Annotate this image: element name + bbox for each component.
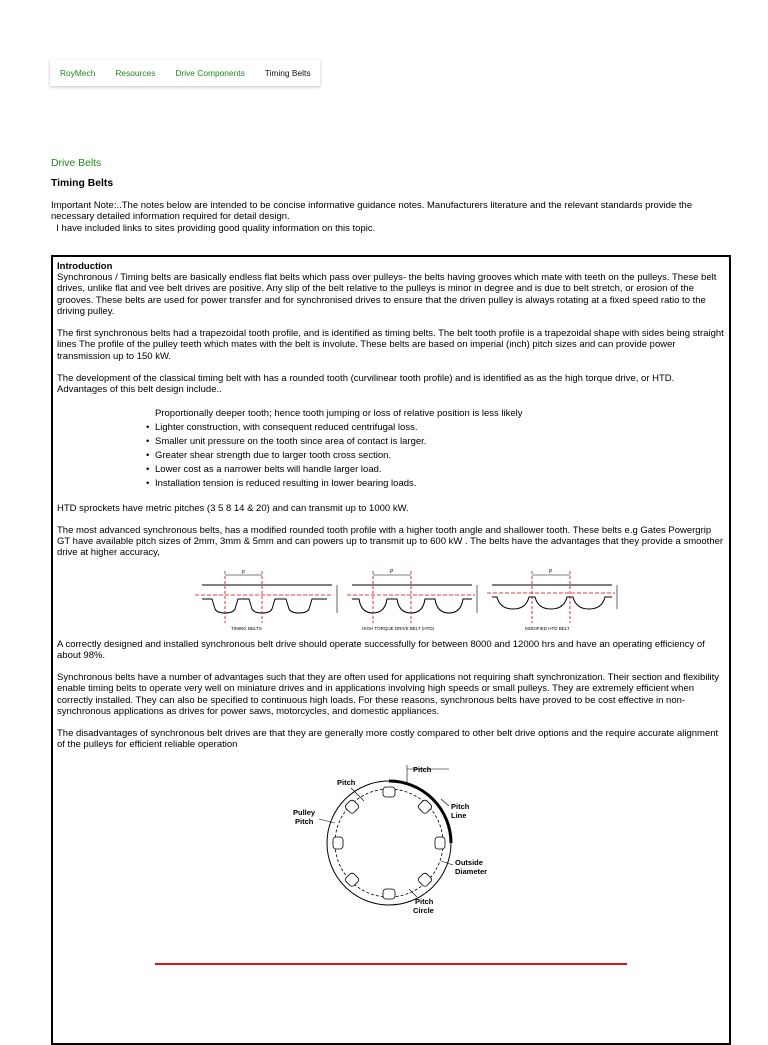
intro-paragraph-6: A correctly designed and installed synchronous belt drive should operate successfully for between 8000 and 12000 hrs and have an operating efficiency of about 98%.	[57, 638, 705, 661]
note-line-1: Important Note:..The notes below are intended to be concise informative guidance notes. Manufacturers literature and the relevant standards provide the necessary detailed information required for detail design.	[51, 200, 693, 223]
intro-heading: Introduction	[57, 261, 113, 272]
pitch-mark: P	[549, 568, 553, 575]
pitch-mark: P	[390, 568, 394, 575]
belt-profiles-figure	[187, 565, 667, 635]
intro-paragraph-3: The development of the classical timing belt with has a rounded tooth (curvilinear tooth profile) and is identified as as the high torque drive, or HTD. Advantages of this belt design include..	[57, 373, 675, 396]
breadcrumb-current: Timing Belts	[264, 68, 311, 78]
intro-paragraph-5: The most advanced synchronous belts, has a modified rounded tooth profile with a higher tooth angle and shallower tooth. These belts e.g Gates Powergrip GT have available pitch sizes of 2mm, 3mm & 5mm and can powers up to transmit up to 600 kW . The belts have the advantages that they provide a smoother drive at higher accuracy,	[57, 524, 724, 559]
intro-paragraph-7: Synchronous belts have a number of advantages such that they are often used for applications not requiring shaft synchronization. Their section and flexibility enable timing belts to operate very well on miniature drives and in applications involving high speeds or small pulleys. They are extremely efficient when correctly installed. They can also be specified to continuous high loads. For these reasons, synchronous belts have proved to be cost effective in non-synchronous applications as drives for power saws, motorcycles, and domestic appliances.	[57, 672, 720, 717]
label-pitch: Pitch	[337, 777, 356, 787]
timing-belt-profile	[195, 569, 337, 631]
label-pitch-line-2: Line	[451, 810, 467, 820]
profile-label-timing: TIMING BELTS	[231, 625, 262, 631]
list-item: • Greater shear strength due to larger tooth cross section.	[155, 449, 729, 463]
breadcrumb-resources[interactable]: Resources	[115, 68, 156, 78]
content-box	[51, 255, 731, 1045]
label-outside-diameter-1: Outside	[455, 857, 483, 867]
intro-paragraph-8: The disadvantages of synchronous belt drives are that they are generally more costly compared to other belt drive options and the require accurate alignment of the pulleys for efficient reliable operation	[57, 728, 719, 751]
label-pitch-top: Pitch	[413, 764, 432, 774]
page-title: Timing Belts	[51, 178, 114, 189]
important-note	[51, 200, 721, 234]
list-item: • Lighter construction, with consequent reduced centrifugal loss.	[155, 421, 729, 435]
htd-belt-profile	[347, 569, 477, 631]
list-item: Proportionally deeper tooth; hence tooth jumping or loss of relative position is less likely	[155, 407, 523, 419]
red-divider	[155, 963, 627, 965]
intro-paragraph-1: Synchronous / Timing belts are basically endless flat belts which pass over pulleys- the belts having grooves which mate with teeth on the pulleys. These belt drives, unlike flat and vee belt drives are positive. Any slip of the belt relative to the pulleys is minor in degree and is due to belt stretch, or erosion of the grooves. These belts are used for power transfer and for synchronised drives to ensure that the driven pulley is always rotating at a fixed speed ratio to the driving pulley.	[57, 272, 717, 317]
label-pitch-circle-1: Pitch	[415, 896, 434, 906]
intro-paragraph-4: HTD sprockets have metric pitches (3 5 8 14 & 20) and can transmit up to 1000 kW.	[57, 502, 409, 514]
profile-label-htd: HIGH TORQUE DRIVE BELT (HTD)	[362, 625, 435, 631]
label-outside-diameter-2: Diameter	[455, 866, 488, 876]
profile-label-modified-htd: MODIFIED HTD BELT	[525, 625, 570, 631]
label-pulley-pitch-2: Pitch	[295, 816, 314, 826]
pulley-pitch-figure	[289, 761, 499, 921]
list-item: • Installation tension is reduced resulting in lower bearing loads.	[155, 477, 729, 491]
list-item: • Lower cost as a narrower belts will handle larger load.	[155, 463, 729, 477]
breadcrumb	[50, 60, 320, 86]
drive-belts-link[interactable]: Drive Belts	[51, 158, 102, 169]
breadcrumb-roymech[interactable]: RoyMech	[60, 68, 96, 78]
modified-htd-belt-profile	[487, 569, 617, 631]
pitch-mark: p	[242, 568, 245, 575]
label-pitch-circle-2: Circle	[413, 905, 434, 915]
breadcrumb-drive-components[interactable]: Drive Components	[175, 68, 245, 78]
list-item: • Smaller unit pressure on the tooth since area of contact is larger.	[155, 435, 729, 449]
label-pitch-line-1: Pitch	[451, 801, 470, 811]
advantages-list	[57, 407, 729, 491]
label-pulley-pitch-1: Pulley	[293, 807, 316, 817]
note-line-2: I have included links to sites providing good quality information on this topic.	[51, 222, 376, 234]
intro-paragraph-2: The first synchronous belts had a trapezoidal tooth profile, and is identified as timing belts. The belt tooth profile is a trapezoidal shape with sides being straight lines The profile of the pulley teeth which mates with the belt is involute. These belts are based on imperial (inch) pitch sizes and can provide power transmission up to 150 kW.	[57, 328, 724, 362]
